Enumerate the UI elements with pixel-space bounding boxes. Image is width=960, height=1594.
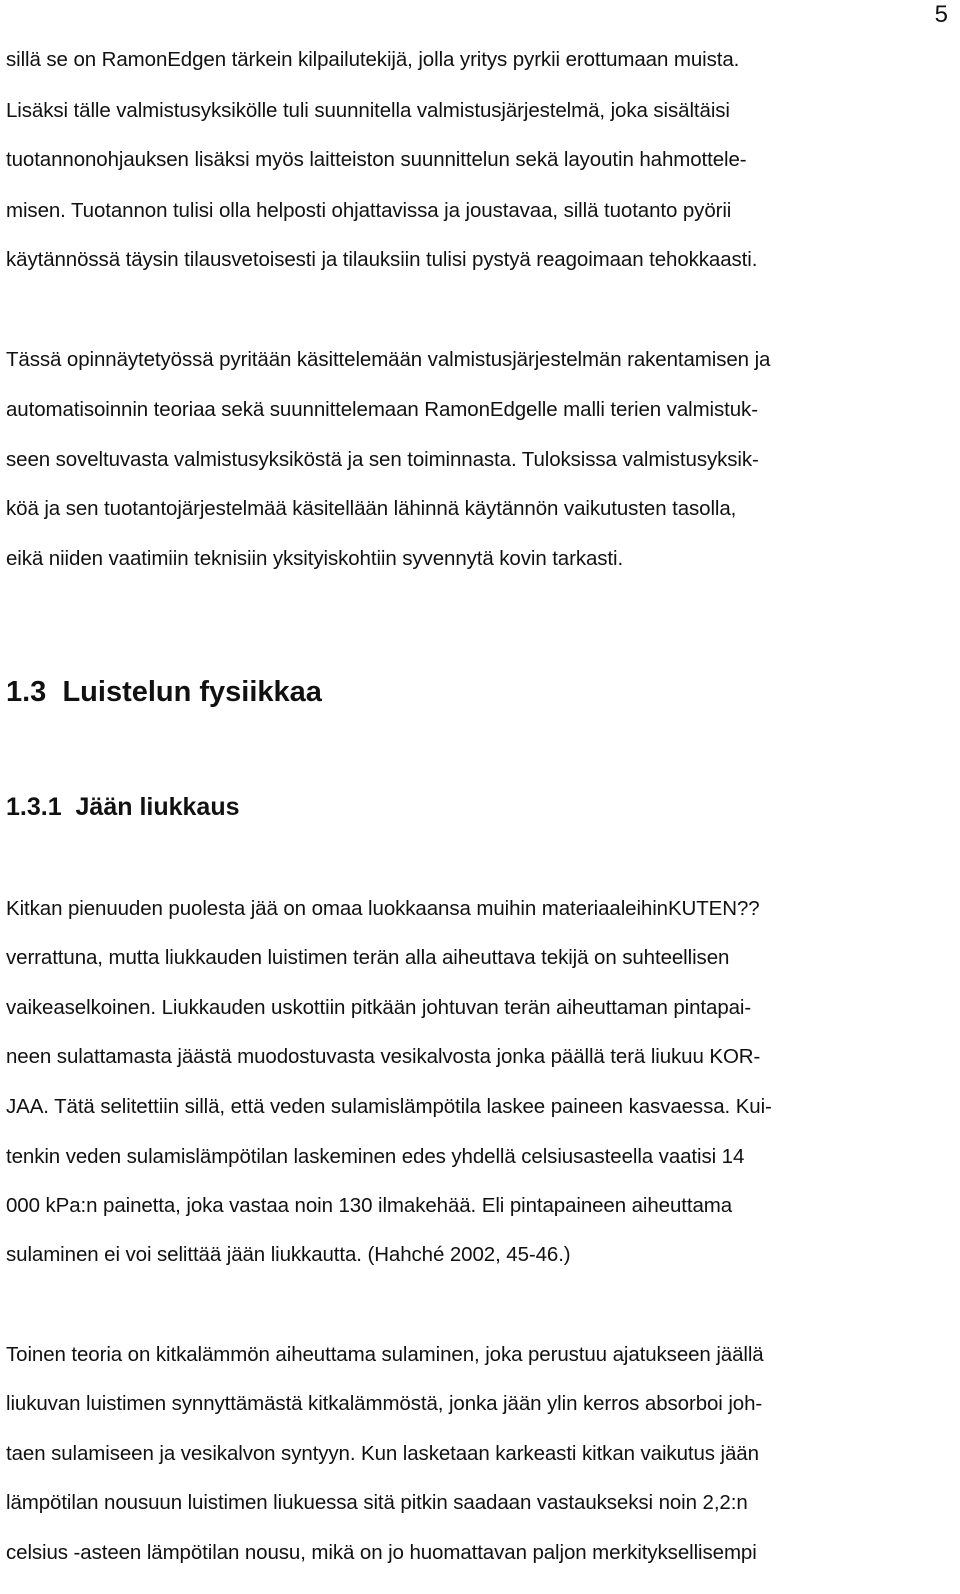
subsection-heading (6, 791, 240, 823)
paragraph-line: Lisäksi tälle valmistusyksikölle tuli suunnitella valmistusjärjestelmä, joka sisältäisi (6, 99, 730, 122)
paragraph-line: seen soveltuvasta valmistusyksiköstä ja sen toiminnasta. Tuloksissa valmistusyksik- (6, 448, 759, 471)
paragraph-line: tenkin veden sulamislämpötilan laskeminen edes yhdellä celsiusasteella vaatisi 14 (6, 1145, 745, 1168)
paragraph-line: neen sulattamasta jäästä muodostuvasta vesikalvosta jonka päällä terä liukuu KOR- (6, 1045, 761, 1068)
paragraph-line: köä ja sen tuotantojärjestelmää käsitellään lähinnä käytännön vaikutusten tasolla, (6, 497, 737, 520)
paragraph-line: käytännössä täysin tilausvetoisesti ja tilauksiin tulisi pystyä reagoimaan tehokkaasti. (6, 248, 758, 271)
paragraph-line: verrattuna, mutta liukkauden luistimen terän alla aiheuttava tekijä on suhteellisen (6, 946, 730, 969)
paragraph-line: vaikeaselkoinen. Liukkauden uskottiin pitkään johtuvan terän aiheuttaman pintapai- (6, 996, 752, 1019)
paragraph-line: lämpötilan nousuun luistimen liukuessa sitä pitkin saadaan vastaukseksi noin 2,2:n (6, 1491, 748, 1514)
paragraph-line: Tässä opinnäytetyössä pyritään käsittelemään valmistusjärjestelmän rakentamisen ja (6, 348, 771, 371)
paragraph-line: Kitkan pienuuden puolesta jää on omaa luokkaansa muihin materiaaleihinKUTEN?? (6, 897, 760, 920)
paragraph-line: celsius -asteen lämpötilan nousu, mikä on jo huomattavan paljon merkityksellisempi (6, 1541, 757, 1564)
paragraph-line: 000 kPa:n painetta, joka vastaa noin 130 ilmakehää. Eli pintapaineen aiheuttama (6, 1194, 733, 1217)
paragraph-line: sillä se on RamonEdgen tärkein kilpailutekijä, jolla yritys pyrkii erottumaan muista. (6, 48, 740, 71)
section-heading (6, 674, 322, 710)
paragraph-line: liukuvan luistimen synnyttämästä kitkalämmöstä, jonka jään ylin kerros absorboi joh- (6, 1392, 763, 1415)
paragraph-line: taen sulamiseen ja vesikalvon syntyyn. Kun lasketaan karkeasti kitkan vaikutus jään (6, 1442, 759, 1465)
subsection-title: Jään liukkaus (75, 793, 240, 821)
paragraph-line: automatisoinnin teoriaa sekä suunnittelemaan RamonEdgelle malli terien valmistuk- (6, 398, 758, 421)
paragraph-line: tuotannonohjauksen lisäksi myös laitteiston suunnittelun sekä layoutin hahmottele- (6, 148, 747, 171)
page-number: 5 (934, 1, 948, 28)
paragraph-line: misen. Tuotannon tulisi olla helposti ohjattavissa ja joustavaa, sillä tuotanto pyörii (6, 199, 732, 222)
paragraph-line: eikä niiden vaatimiin teknisiin yksityiskohtiin syvennytä kovin tarkasti. (6, 547, 624, 570)
paragraph-line: sulaminen ei voi selittää jään liukkautta. (Hahché 2002, 45-46.) (6, 1243, 571, 1266)
paragraph-line: Toinen teoria on kitkalämmön aiheuttama sulaminen, joka perustuu ajatukseen jäällä (6, 1343, 764, 1366)
subsection-number: 1.3.1 (6, 793, 62, 821)
paragraph-line: JAA. Tätä selitettiin sillä, että veden sulamislämpötila laskee paineen kasvaessa. Kui- (6, 1095, 772, 1118)
section-number: 1.3 (6, 676, 47, 708)
section-title: Luistelun fysiikkaa (62, 676, 322, 708)
